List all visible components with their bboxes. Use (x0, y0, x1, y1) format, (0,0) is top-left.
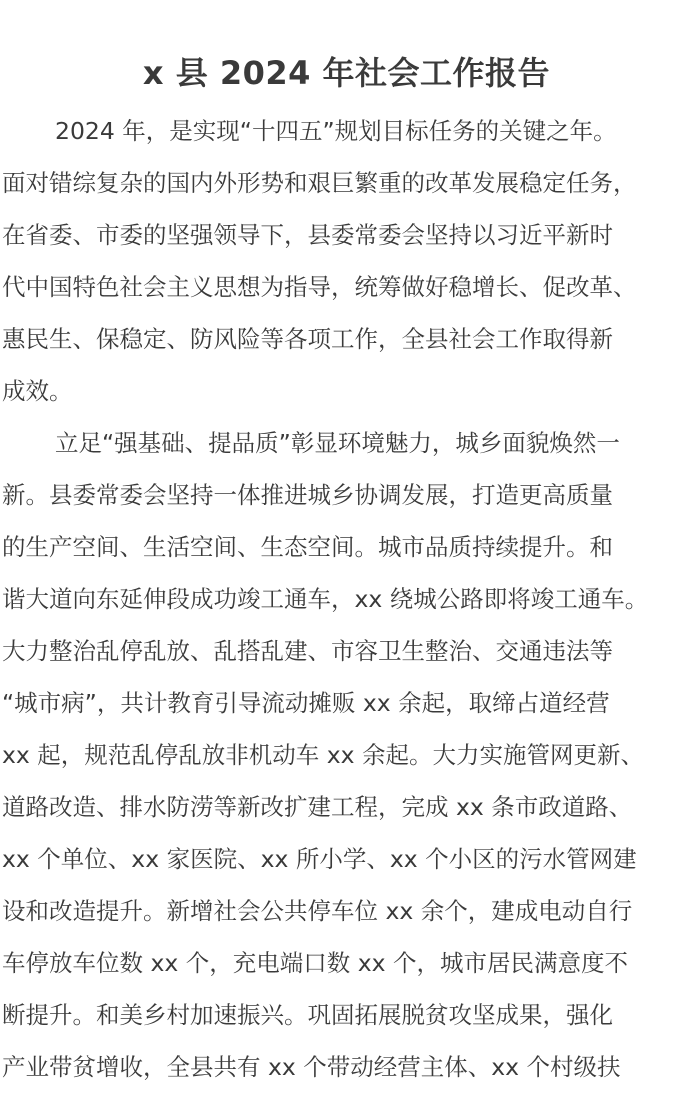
document-title: x 县 2024 年社会工作报告 (142, 54, 551, 93)
text-line: 新。县委常委会坚持一体推进城乡协调发展，打造更高质量 (2, 481, 613, 509)
text-line: 大力整治乱停乱放、乱搭乱建、市容卫生整治、交通违法等 (2, 637, 613, 665)
text-line: 2024 年，是实现“十四五”规划目标任务的关键之年。 (55, 117, 617, 145)
text-line: 道路改造、排水防涝等新改扩建工程，完成 xx 条市政道路、 (2, 793, 633, 821)
text-line: xx 个单位、xx 家医院、xx 所小学、xx 个小区的污水管网建 (2, 845, 637, 873)
text-line: xx 起，规范乱停乱放非机动车 xx 余起。大力实施管网更新、 (2, 741, 645, 769)
text-line: 的生产空间、生活空间、生态空间。城市品质持续提升。和 (2, 533, 613, 561)
paragraph (2, 105, 691, 417)
text-line: 惠民生、保稳定、防风险等各项工作，全县社会工作取得新 (2, 325, 613, 353)
text-line: 谐大道向东延伸段成功竣工通车，xx 绕城公路即将竣工通车。 (2, 585, 649, 613)
text-line: 在省委、市委的坚强领导下，县委常委会坚持以习近平新时 (2, 221, 613, 249)
text-line: 产业带贫增收，全县共有 xx 个带动经营主体、xx 个村级扶 (2, 1053, 621, 1081)
text-line: 成效。 (2, 377, 73, 405)
text-line: 车停放车位数 xx 个，充电端口数 xx 个，城市居民满意度不 (2, 949, 629, 977)
paragraph (2, 417, 691, 1093)
text-line: 断提升。和美乡村加速振兴。巩固拓展脱贫攻坚成果，强化 (2, 1001, 613, 1029)
text-line: 代中国特色社会主义思想为指导，统筹做好稳增长、促改革、 (2, 273, 637, 301)
text-line: 立足“强基础、提品质”彰显环境魅力，城乡面貌焕然一 (55, 429, 620, 457)
document-body (2, 105, 691, 1093)
text-line: 面对错综复杂的国内外形势和艰巨繁重的改革发展稳定任务， (2, 169, 637, 197)
text-line: “城市病”，共计教育引导流动摊贩 xx 余起，取缔占道经营 (2, 689, 610, 717)
text-line: 设和改造提升。新增社会公共停车位 xx 余个，建成电动自行 (2, 897, 633, 925)
